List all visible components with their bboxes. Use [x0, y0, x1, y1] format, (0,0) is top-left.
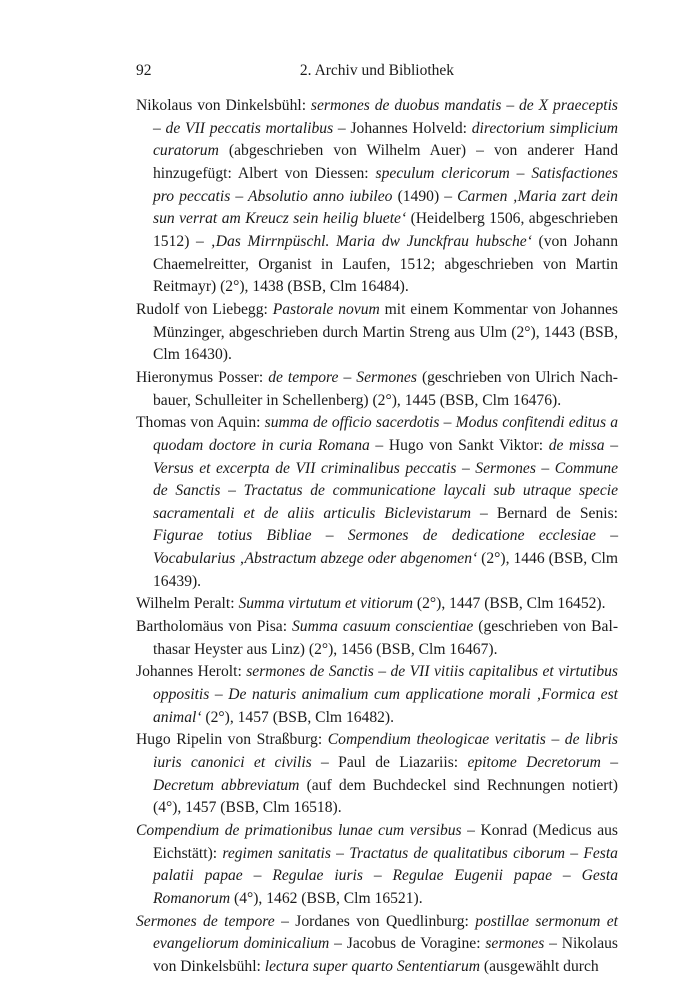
catalogue-entry [136, 95, 618, 299]
work-title: lectura super quarto Sententiarum [264, 957, 481, 975]
entry-text: – Johannes Holveld: [333, 119, 472, 137]
catalogue-entry [136, 593, 618, 616]
entry-text: (2°), 1446 (BSB, Clm 16439). [153, 550, 619, 590]
work-title: Sermones de tempore [136, 912, 275, 930]
work-title: directorium simplicium curatorum [153, 119, 618, 160]
work-title: Summa casuum conscientiae [291, 618, 474, 636]
entry-text: (Heidelberg 1506, abgeschrieben 1512) – [153, 210, 618, 250]
work-title: de tempore – Sermones [268, 368, 417, 386]
entry-text: Johannes Herolt: [136, 663, 247, 681]
catalogue-entry [136, 820, 618, 911]
work-title: Figurae totius Bibliae – Sermones de dedicatione ecclesiae – Vocabularius ‚Abstractum abzege oder abgenomen‘ [153, 527, 618, 568]
work-title: ‚Das Mirrnpüschl. Maria dw Junckfrau hubsche‘ [210, 232, 532, 250]
entry-text: Thomas von Aquin: [136, 414, 265, 432]
running-title: 2. Archiv und Bibliothek [299, 62, 455, 79]
work-title: Carmen ‚Maria zart dein sun verrat am Kreucz sein heilig bluete‘ [153, 187, 618, 228]
entry-text: (2°), 1447 (BSB, Clm 16452). [413, 595, 606, 613]
entry-text: – Nikolaus von Dinkelsbühl: [153, 935, 619, 975]
entry-text: (4°), 1462 (BSB, Clm 16521). [230, 889, 423, 907]
work-title: Summa virtutum et vitiorum [238, 595, 413, 613]
catalogue-entry [136, 367, 618, 412]
work-title: sermones de duobus mandatis – de X praeceptis – de VII peccatis mortalibus [153, 97, 618, 137]
entry-text: Nikolaus von Dinkelsbühl: [136, 97, 311, 114]
work-title: de missa – Versus et excerpta de VII criminalibus peccatis – Sermones – Commune de Sanctis – Tractatus de communicatione laycali sub utraque specie sacramentali et de aliis articulis Biclevistarum [153, 436, 619, 522]
entry-text: – Paul de Liazariis: [311, 754, 468, 772]
entry-text: mit einem Kommentar von Johannes Münzinger, abgeschrieben durch Martin Streng aus Ulm (2°), 1443 (BSB, Clm 16430). [153, 300, 618, 364]
entry-text: (ausgewählt durch [480, 957, 599, 975]
entry-text: Bartholomäus von Pisa: [136, 618, 292, 636]
entry-text: (geschrieben von Ulrich Nachbauer, Schulleiter in Schellenberg) (2°), 1445 (BSB, Clm 16476). [153, 368, 618, 409]
catalogue-entry [136, 729, 618, 820]
entry-text: – Hugo von Sankt Viktor: [369, 436, 549, 454]
entry-text: (von Johann Chaemelreitter, Organist in Laufen, 1512; abgeschrieben von Martin Reitmayr) (2°), 1438 (BSB, Clm 16484). [153, 232, 618, 296]
work-title: summa de officio sacerdotis – Modus confitendi editus a quodam doctore in curia Romana [153, 414, 618, 454]
page-number: 92 [136, 62, 152, 79]
work-title: Compendium theologicae veritatis – de libris iuris canonici et civilis [153, 731, 619, 772]
entry-text: – Bernard de Senis: [471, 504, 618, 522]
catalogue-entries [136, 95, 618, 979]
work-title: sermones de Sanctis – de VII vitiis capitalibus et virtutibus oppositis – De naturis animalium cum applicatione morali ‚Formica est animal‘ [153, 663, 618, 726]
catalogue-entry [136, 661, 618, 729]
entry-text: (auf dem Buchdeckel sind Rechnungen notiert) (4°), 1457 (BSB, Clm 16518). [153, 776, 618, 817]
catalogue-entry [136, 616, 618, 661]
catalogue-entry [136, 412, 618, 593]
work-title: postillae sermonum et evangeliorum dominicalium [153, 912, 619, 953]
entry-text: (geschrieben von Balthasar Heyster aus Linz) (2°), 1456 (BSB, Clm 16467). [153, 618, 619, 658]
catalogue-entry [136, 299, 618, 367]
entry-text: Hieronymus Posser: [136, 368, 269, 386]
entry-text: (2°), 1457 (BSB, Clm 16482). [201, 708, 395, 726]
entry-text: – Jordanes von Quedlinburg: [274, 912, 476, 930]
catalogue-entry [136, 911, 618, 979]
entry-text: Hugo Ripelin von Straßburg: [136, 731, 328, 749]
entry-text: Rudolf von Liebegg: [136, 300, 273, 318]
work-title: sermones [485, 935, 545, 953]
page-header [136, 62, 618, 84]
work-title: speculum clericorum – Satisfactiones pro peccatis – Absolutio anno iubileo [153, 164, 618, 205]
entry-text: (1490) – [392, 187, 458, 205]
entry-text: – Jacobus de Voragine: [329, 935, 486, 953]
work-title: Compendium de primationibus lunae cum versibus [136, 822, 462, 839]
work-title: Pastorale novum [272, 300, 380, 318]
entry-text: – Konrad (Medicus aus Eichstätt): [153, 822, 619, 862]
entry-text: Wilhelm Peralt: [136, 595, 239, 613]
entry-text: (abgeschrieben von Wilhelm Auer) – von anderer Hand hinzugefügt: Albert von Diessen: [153, 142, 618, 182]
work-title: epitome Decretorum – Decretum abbreviatum [153, 754, 618, 794]
work-title: regimen sanitatis – Tractatus de qualitatibus ciborum – Festa palatii papae – Regulae iuris – Regulae Eugenii papae – Gesta Romanorum [153, 844, 618, 907]
